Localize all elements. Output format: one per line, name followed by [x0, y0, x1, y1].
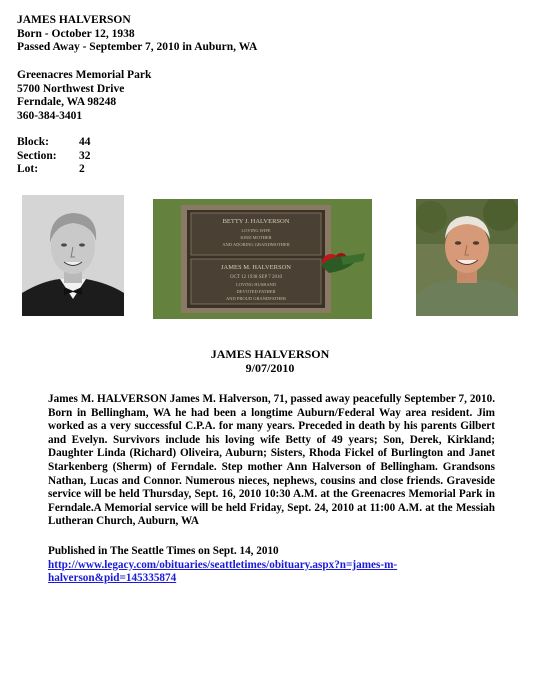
- obituary-link-continued[interactable]: halverson&pid=145335874: [48, 572, 177, 585]
- published-line: Published in The Seattle Times on Sept. 14, 2010: [48, 545, 279, 557]
- plot-row-lot: [17, 163, 91, 177]
- portrait-young-image: [22, 195, 124, 316]
- obituary-link[interactable]: http://www.legacy.com/obituaries/seattletimes/obituary.aspx?n=james-m-: [48, 558, 398, 571]
- obituary-title: JAMES HALVERSON: [210, 347, 330, 361]
- plaque-line: KIND MOTHER: [240, 235, 272, 240]
- plot-label: Lot:: [17, 163, 39, 176]
- header-block: [17, 14, 257, 55]
- plaque-line: DEVOTED FATHER: [236, 289, 276, 294]
- plaque-line: AND ADORING GRANDMOTHER: [222, 242, 290, 247]
- obituary-title-block: [0, 347, 540, 375]
- plot-row-block: [17, 136, 91, 150]
- person-name: JAMES HALVERSON: [17, 14, 131, 26]
- plaque-name-top: BETTY J. HALVERSON: [222, 218, 290, 225]
- birth-date: Born - October 12, 1938: [17, 27, 135, 40]
- plot-label: Section:: [17, 149, 57, 162]
- portrait-older-image: [416, 199, 518, 316]
- obituary-date: 9/07/2010: [245, 361, 295, 375]
- cemetery-street: 5700 Northwest Drive: [17, 82, 125, 95]
- headstone-photo: [153, 199, 372, 319]
- plaque-dates: OCT 12 1938 SEP 7 2010: [229, 275, 283, 280]
- plaque-name-bottom: JAMES M. HALVERSON: [220, 264, 292, 271]
- cemetery-city: Ferndale, WA 98248: [17, 96, 117, 109]
- plot-info: [17, 136, 91, 177]
- plaque-line: LOVING HUSBAND: [235, 282, 277, 287]
- plot-row-section: [17, 150, 91, 164]
- cemetery-name: Greenacres Memorial Park: [17, 69, 152, 81]
- publication-info: [48, 545, 397, 586]
- plaque-line: AND PROUD GRANDFATHER: [226, 296, 286, 301]
- death-date: Passed Away - September 7, 2010 in Auburn, WA: [17, 41, 258, 54]
- plot-value: 2: [79, 163, 85, 176]
- obituary-text: James M. HALVERSON James M. Halverson, 71, passed away peacefully September 7, 2010. Born in Bellingham, WA he had been a longtime Auburn/Federal Way area resident. Jim worked as a very successful C.P.A. for many years. Preceded in death by his parents Gilbert and Evelyn. Survivors include his loving wife Betty of 49 years; Son, Derek, Kirkland; Daughter Linda (Richard) Oliveira, Auburn; Sisters, Rhoda Fickel of Burlington and Janet Starkenberg (Sherm) of Ferndale. Step mother Ann Halverson of Bellingham. Grandsons Nathan, Lucas and Connor. Numerous nieces, nephews, cousins and close friends. Graveside service will be held Thursday, Sept. 16, 2010 10:30 A.M. at the Greenacres Memorial Park in Ferndale.A Memorial service will be held Friday, Sept. 24, 2010 at 11:00 A.M. at the Messiah Lutheran Church, Auburn, WA: [48, 393, 495, 528]
- plot-label: Block:: [17, 136, 49, 148]
- cemetery-address: [17, 69, 151, 123]
- portrait-young-photo: [22, 195, 124, 316]
- headstone-image: [153, 199, 372, 319]
- plaque-line: LOVING WIFE: [241, 228, 271, 233]
- plot-value: 32: [79, 149, 91, 162]
- cemetery-phone: 360-384-3401: [17, 109, 83, 122]
- portrait-older-photo: [416, 199, 518, 316]
- plot-value: 44: [79, 136, 91, 148]
